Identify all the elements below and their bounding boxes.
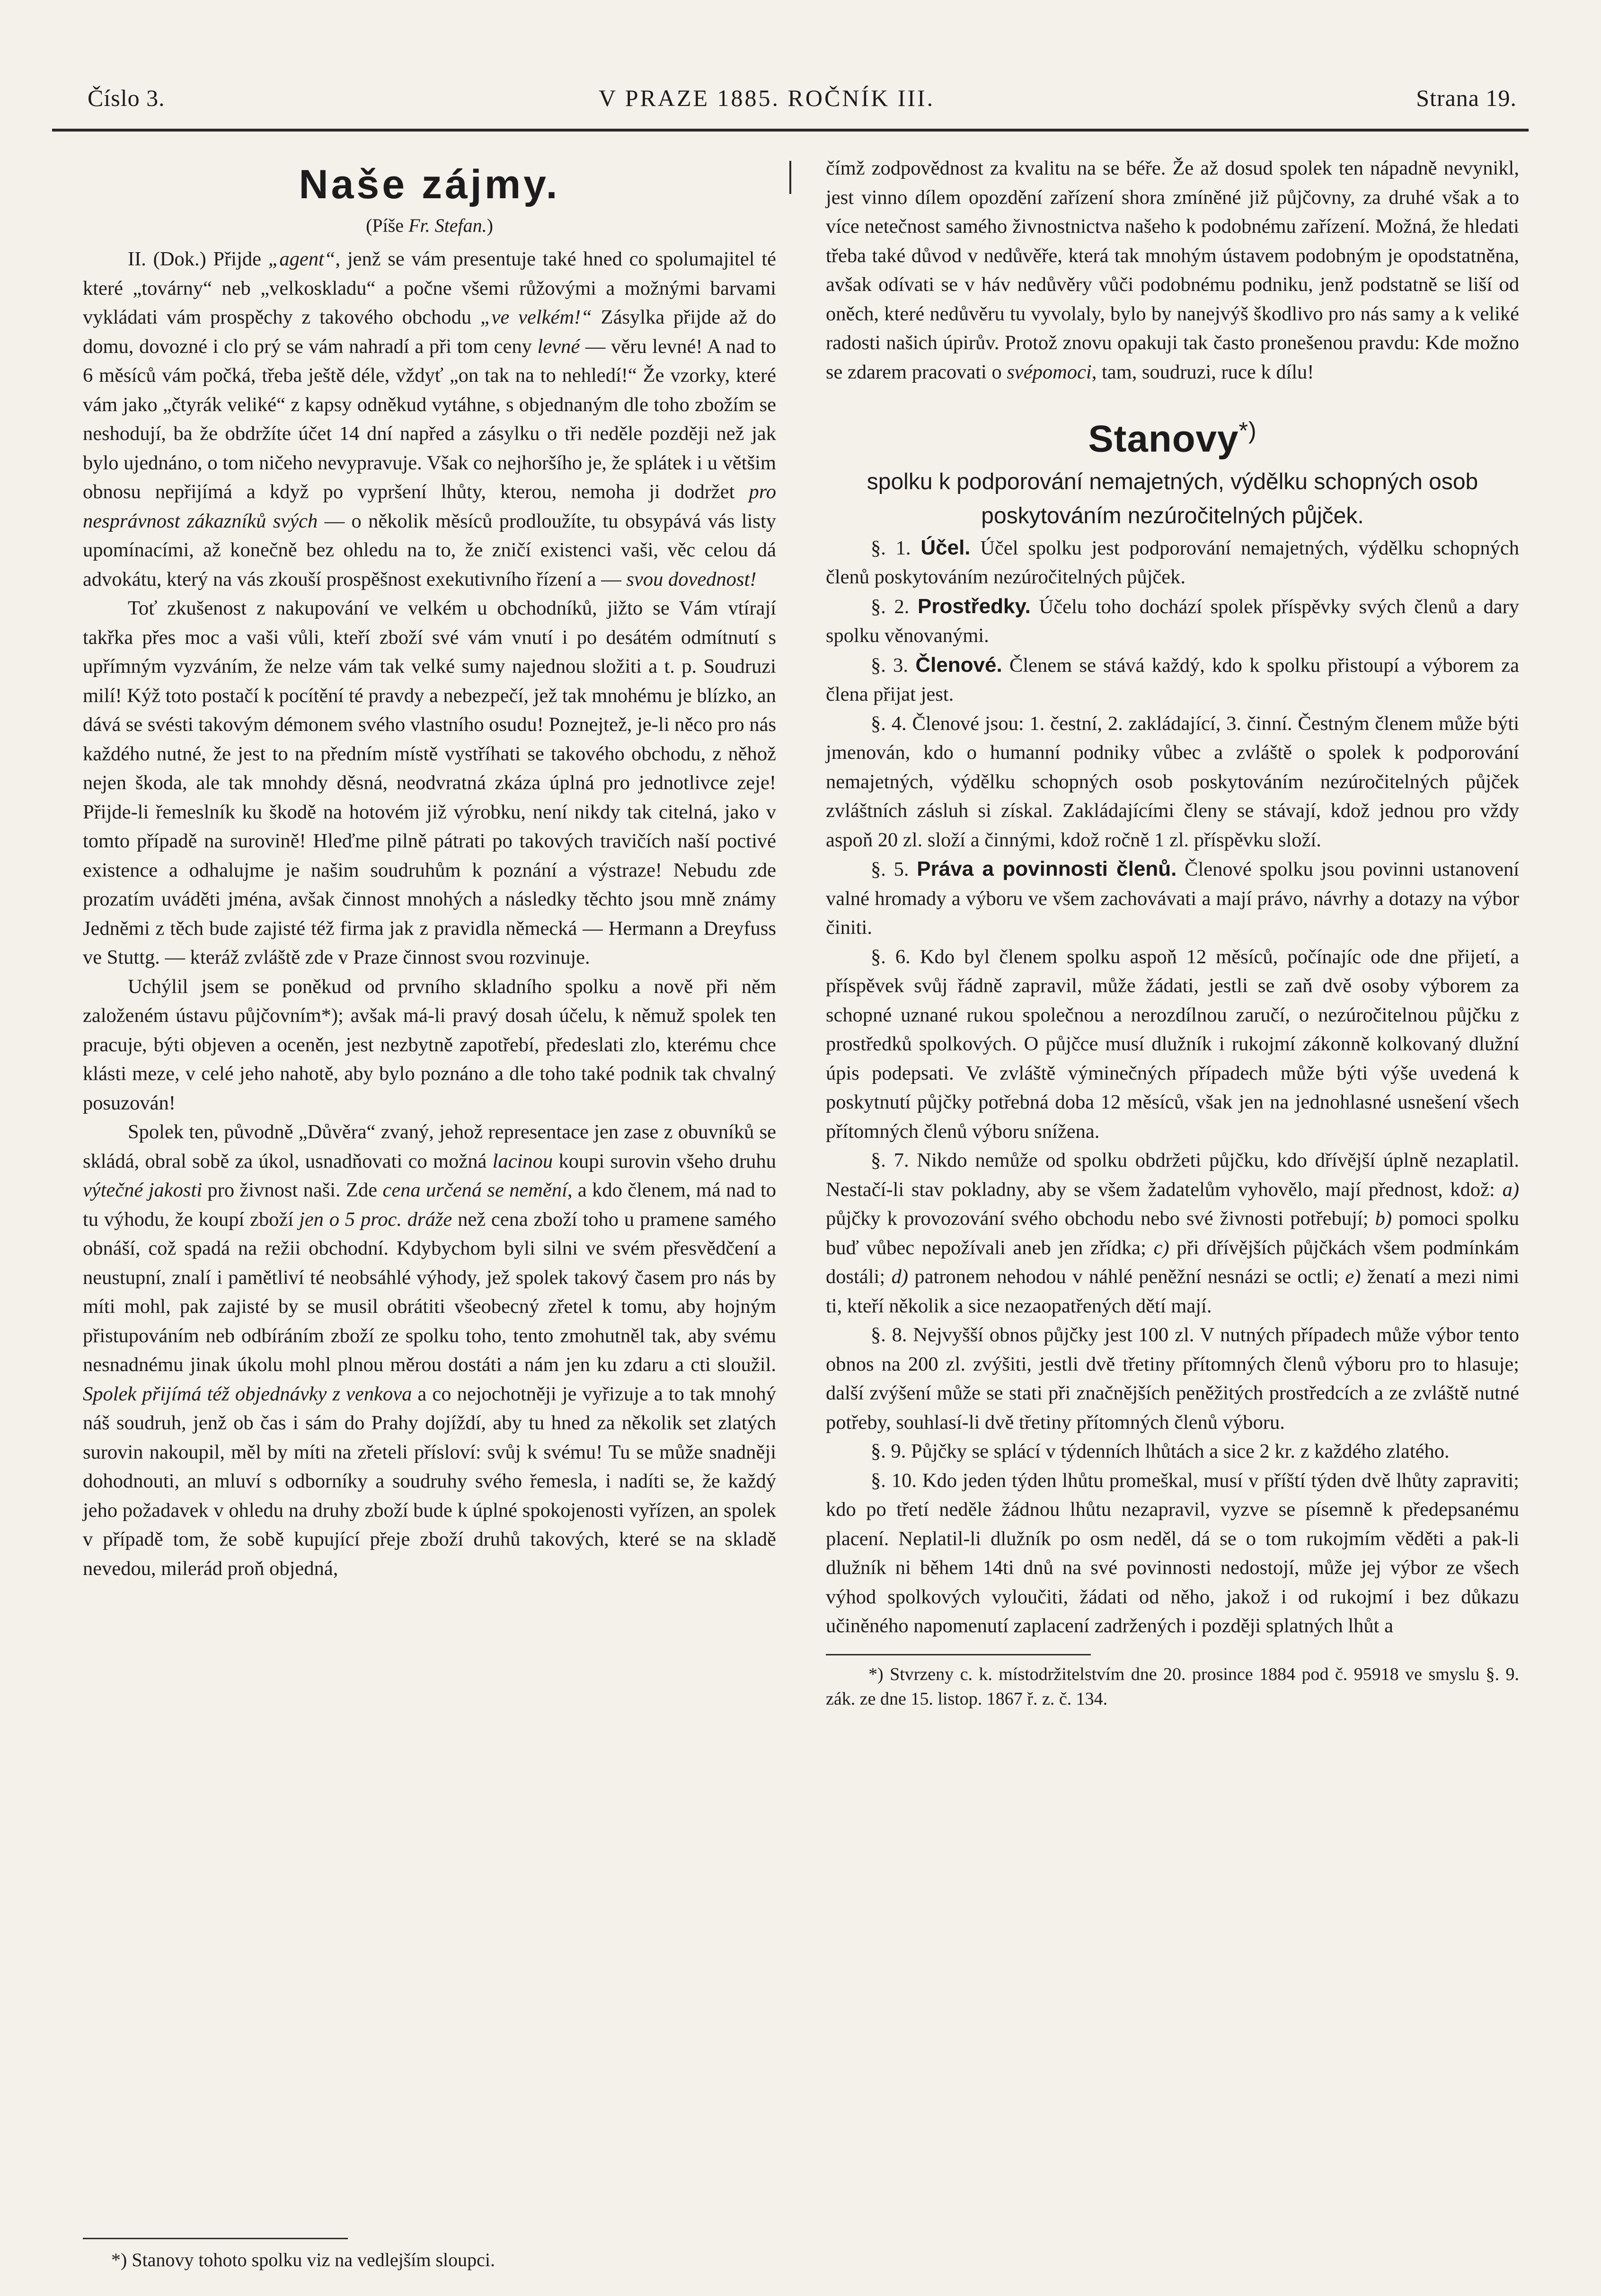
- article-paragraph-3-text-0: Uchýlil jsem se poněkud od prvního skladního spolku a nově při něm založeném ústavu půjčovním*); avšak má-li pravý dosah účelu, k němuž spolek ten pracuje, býti objeven a oceněn, jest nezbytně zapotřebí, předeslati zlo, kterému chce klásti meze, v celé jeho nahotě, aby bylo poznáno a dle toho také podnik tak chvalný posuzován!: [83, 975, 776, 1114]
- article-paragraph-4-italic-9: Spolek přijímá též objednávky z venkova: [83, 1382, 412, 1405]
- article-paragraph-1-text-4: Zásylka přijde až do domu, dovozné i clo prý se vám nahradí a při tom ceny: [83, 306, 776, 358]
- section-1-number: §. 1.: [871, 537, 921, 559]
- article-paragraph-2-text-0: Toť zkušenost z nakupování ve velkém u obchodníků, jižto se Vám vtírají takřka přes moc a vaši vůli, kteří zboží své vám vnutí i po desátém odmítnutí s upřímným vyzváním, že nelze vám tak velké sumy najednou složiti a t. p. Soudruzi milí! Kýž toto postačí k pocítění té pravdy a nebezpečí, jež tak mnohému je blízko, an dává se svésti takovým démonem svého vlastního osudu! Poznejtež, je-li něco pro nás každého nutné, že jest to na předním místě vystříhati se takového obchodu, z něhož nejen škoda, ale tak mnohdy děsná, neodvratná zkáza úplná pro jednotlivce zeje! Přijde-li řemeslník ku škodě na hotovém již výrobku, není nikdy tak citelná, jako v tomto případě na surovině! Hleďme pilně pátrati po takových travičích naší poctivé existence a odhalujme je našim soudruhům k poznání a výstraze! Nebudu zde prozatím uváděti jména, avšak činnost mnohých a následky těchto jsou mně známy Jedněmi z těch bude zajisté též firma jak z pravidla německá — Hermann a Dreyfuss ve Stuttg. — kteráž zvláště zde v Praze činnost svou rozvinuje.: [83, 597, 776, 968]
- article-paragraph-4-text-8: než cena zboží toho u pramene samého obnáší, což spadá na režii obchodní. Kdybychom byli silni ve svém přesvědčení a neustupní, znalí i pamětliví té neobsáhlé výhody, jež spolek takový časem pro nás by míti mohl, pak zajisté by se musil obrátiti všeobecný zřetel k tomu, aby hojným přistupováním neb odbíráním zboží ze spolku toho, tento zmohutněl tak, aby svému nesnadnému jinak úkolu mohl plnou měrou dostáti a nám jen ku zdaru a cti sloužil.: [83, 1208, 776, 1376]
- article-paragraph-2: [83, 594, 776, 972]
- right-column: [826, 154, 1519, 1711]
- section-3-text: Členem se stává každý, kdo k spolku přistoupí a výborem za člena přijat jest.: [826, 654, 1519, 706]
- section-3-number: §. 3.: [871, 654, 916, 677]
- article-paragraph-1-italic-7: pro nesprávnost zákazníků svých: [83, 481, 776, 532]
- continuation-italic: svépomoci: [1007, 361, 1092, 383]
- place-year-volume: V PRAZE 1885. ROČNÍK III.: [599, 85, 935, 111]
- section-7-text-f: ženatí a mezi nimi ti, kteří několik a sice nezaopatřených dětí mají.: [826, 1266, 1519, 1317]
- article-paragraph-4-italic-5: cena určená se nemění: [382, 1179, 567, 1201]
- article-paragraph-1-italic-5: levné: [537, 335, 580, 358]
- article-paragraph-1-text-6: — věru levné! A nad to 6 měsíců vám počká, třeba ještě déle, vždyť „on tak na to nehledí!“ Že vzorky, které vám jako „čtyrák veliké“ z kapsy odněkud vytáhne, s objednaným dle toho zbožím se neshodují, ba že obdržíte účet 14 dní napřed a zásylku o tři neděle později než jak bylo ujednáno, o tom ničeho nevypravuje. Však co nejhoršího je, že splátek i u většim obnosu nepřijímá a když po vypršení lhůty, kterou, nemoha ji dodržet: [83, 335, 776, 503]
- statutes-title: [826, 405, 1519, 465]
- section-2-number: §. 2.: [871, 595, 918, 618]
- left-footnote-text: *) Stanovy tohoto spolku viz na vedlejším sloupci.: [111, 2249, 495, 2270]
- right-footnote-text: *) Stvrzeny c. k. místodržitelstvím dne 20. prosince 1884 pod č. 95918 ve smyslu §. 9. zák. ze dne 15. listop. 1867 ř. z. č. 134.: [826, 1664, 1519, 1709]
- section-7-item-b: b): [1375, 1207, 1392, 1230]
- statutes-title-text: Stanovy: [1088, 417, 1239, 460]
- footnote-rule: [826, 1654, 1091, 1655]
- statutes-footnote-mark: *): [1238, 417, 1257, 444]
- article-paragraph-1-italic-1: „agent“: [268, 248, 336, 270]
- byline-author: Fr. Stefan.: [408, 215, 487, 236]
- section-10: §. 10. Kdo jeden týden lhůtu promeškal, musí v příští týden dvě lhůty zapraviti; kdo po třetí neděle žádnou lhůtu nezapravil, vyzve se písemně k předepsanému placení. Neplatil-li dlužník po osm neděl, dá se o tom rukojmím věděti a pak-li dlužník ni během 14ti dnů na své povinnosti nedostojí, může jej výbor ze všech výhod spolkových vyloučiti, žádati od něho, jakož i od rukojmí i bez důkazu učiněného napomenutí zaplacení zadržených i později splatných lhůt a: [826, 1469, 1519, 1637]
- article-title: Naše zájmy.: [299, 162, 560, 207]
- article-paragraph-4-italic-7: jen o 5 proc. dráže: [299, 1208, 452, 1231]
- section-5-number: §. 5.: [871, 858, 917, 881]
- section-5: [826, 854, 1519, 942]
- article-paragraph-1-text-8: — o několik měsíců prodloužíte, tu obsypává vás listy upomínacími, až konečně bez ohledu na to, že zničí existenci vaši, věc celou dá advokátu, který na vás zkouší prospěšnost exekutivního řízení a —: [83, 510, 776, 590]
- section-9: §. 9. Půjčky se splácí v týdenních lhůtách a sice 2 kr. z každého zlatého.: [871, 1440, 1450, 1463]
- footnote-rule: [83, 2238, 348, 2239]
- section-1-text: Účel spolku jest podporování nemajetných, výdělku schopných členů poskytováním nezúročitelných půjček.: [826, 537, 1520, 589]
- section-7-item-e: e): [1345, 1266, 1361, 1288]
- page-number: Strana 19.: [1416, 85, 1517, 111]
- section-7-item-d: d): [891, 1266, 908, 1288]
- continuation-end: , tam, soudruzi, ruce k dílu!: [1091, 361, 1314, 383]
- article-paragraph-4-text-2: koupi surovin všeho druhu: [553, 1150, 776, 1172]
- continuation-text: čímž zodpovědnost za kvalitu na se béře. Že až dosud spolek ten nápadně nevynikl, jest vinno dílem opozdění zařízení shora zmíněné již půjčovny, za druhé však a to více netečnost samého živnostnictva našeho k podobnému zařízení. Možná, že hledati třeba také důvod v nedůvěře, která tak mnohým ústavem podobným je opodstatněna, avšak odívati se v háv nedůvěry vůči podobnému podniku, jenž podstatně se liší od oněch, které nedůvěru tu vyvolaly, bylo by nanejvýš škodlivo pro nás samy a k veliké radosti našich úpirův. Protož znovu opakuji tak často pronešenou pravdu: Kde možno se zdarem pracovati o: [826, 157, 1519, 383]
- section-3: [826, 651, 1519, 709]
- section-5-heading: Práva a povinnosti členů.: [917, 857, 1177, 881]
- header-rule: [52, 129, 1529, 132]
- section-4: §. 4. Členové jsou: 1. čestní, 2. zakládající, 3. činní. Čestným členem může býti jmenován, kdo o humanní podniky vůbec a zvláště o spolek k podporování nemajetných, výdělku schopných osob poskytováním nezúročitelných půjček zvláštních zásluh si získal. Zakládajícími členy se stávají, kdož jednou pro vždy aspoň 20 zl. složí a činnými, kdož ročně 1 zl. příspěvku složí.: [826, 712, 1519, 851]
- article-paragraph-4-text-0: Spolek ten, původně „Důvěra“ zvaný, jehož representace jen zase z obuvníků se skládá, obral sobě za úkol, usnadňovati co možná: [83, 1121, 776, 1172]
- section-7-item-c: c): [1153, 1236, 1169, 1259]
- column-rule: [789, 161, 791, 194]
- right-footnote: [826, 1654, 1519, 1711]
- statutes-subtitle-1: spolku k podporování nemajetných, výdělku schopných osob: [867, 469, 1478, 494]
- article-paragraph-1-text-0: II. (Dok.) Přijde: [128, 248, 268, 270]
- article-paragraph-4-italic-3: výtečné jakosti: [83, 1179, 203, 1201]
- section-7-text-a: §. 7. Nikdo nemůže od spolku obdržeti půjčku, kdo dřívější úplně nezaplatil. Nestačí-li stav pokladny, aby se všem žadatelům vyhovělo, mají přednost, kdož:: [826, 1149, 1519, 1201]
- section-7-text-e: patronem nehodou v náhlé peněžní nesnázi se octli;: [908, 1266, 1345, 1288]
- article-paragraph-1-text-2: , jenž se vám presentuje také hned co spolumajitel té které „továrny“ neb „velkoskladu“ a počne všemi růžovými a možnými barvami vykládati vám prospěchy z takového obchodu: [83, 248, 776, 328]
- article-paragraph-4-italic-1: lacinou: [492, 1150, 553, 1172]
- running-header: [88, 84, 1517, 122]
- section-7-text-c: pomoci spolku buď vůbec nepožívali aneb jen zřídka;: [826, 1207, 1520, 1259]
- section-1-heading: Účel.: [920, 536, 971, 559]
- issue-number: Číslo 3.: [88, 85, 165, 111]
- section-7-text-b: půjčky k provozování svého obchodu nebo své živnosti potřebují;: [826, 1207, 1375, 1230]
- section-8: §. 8. Nejvyšší obnos půjčky jest 100 zl. V nutných případech může výbor tento obnos na 200 zl. zvýšiti, jestli dvě třetiny přítomných členů výboru pro to hlasuje; další zvýšení může se stati při značnějších peněžitých prostředcích a ze zvláště nutné potřeby, souhlasí-li dvě třetiny přítomných členů výboru.: [826, 1324, 1519, 1434]
- article-paragraph-1-italic-9: svou dovednost!: [626, 568, 757, 590]
- byline-prefix: (Píše: [366, 215, 409, 236]
- article-paragraph-4-text-4: pro živnost naši. Zde: [202, 1179, 383, 1201]
- section-5-text: Členové spolku jsou povinni ustanovení valné hromady a výboru ve všem zachovávati a mají právo, návrhy a dotazy na výbor činiti.: [826, 858, 1519, 939]
- section-6: §. 6. Kdo byl členem spolku aspoň 12 měsíců, počínajíc ode dne přijetí, a příspěvek svůj řádně zapravil, může žádati, jestli se zaň dvě osoby výborem za schopné uznané rukou společnou a nerozdílnou zaručí, o nezúročitelnou půjčku z prostředků spolkových. O půjčce musí dlužník i rukojmí zákonně kolkovaný dlužní úpis podepsati. Ve zvláště výminečných případech může býti výše uvedená k poskytnutí půjčky potřebná doba 12 měsíců, však jen na jednohlasné usnešení všech přítomných členů výboru snížena.: [826, 945, 1519, 1143]
- section-3-heading: Členové.: [915, 653, 1002, 677]
- section-2-text: Účelu toho dochází spolek příspěvky svých členů a dary spolku věnovanými.: [826, 595, 1520, 647]
- section-1: [826, 533, 1519, 592]
- left-column: [83, 154, 776, 1583]
- article-continuation: [826, 154, 1519, 387]
- section-7: [826, 1146, 1519, 1320]
- article-paragraph-4: [83, 1117, 776, 1583]
- byline-suffix: ): [486, 215, 493, 236]
- section-7-text-d: při dřívějších půjčkách všem podmínkám dostáli;: [826, 1236, 1519, 1288]
- section-2: [826, 592, 1519, 651]
- article-paragraph-1: [83, 245, 776, 594]
- section-7-item-a: a): [1502, 1178, 1519, 1201]
- article-paragraph-4-text-6: , a kdo členem, má nad to tu výhodu, že koupí zboží: [83, 1179, 776, 1231]
- statutes-subtitle-2: poskytováním nezúročitelných půjček.: [981, 503, 1364, 528]
- article-byline: [83, 211, 776, 241]
- article-paragraph-1-italic-3: „ve velkém!“: [480, 306, 592, 328]
- left-footnote: [83, 2238, 776, 2273]
- section-2-heading: Prostředky.: [918, 594, 1031, 618]
- article-paragraph-3: [83, 972, 776, 1118]
- article-paragraph-4-text-10: a co nejochotněji je vyřizuje a to tak mnohý náš soudruh, jenž ob čas i sám do Prahy dojíždí, aby tu hned za několik set zlatých surovin nakoupil, měl by míti na zřeteli přísloví: svůj k svému! Tu se může snadněji dohodnouti, an mluví s odborníky a soudruhy svého řemesla, i nadíti se, že každý jeho požadavek v ohledu na druhy zboží bude k úplné spokojenosti vyřízen, an spolek v případě tom, že sobě kupující přeje zboží druhů takových, které se na skladě nevedou, milerád proň objedná,: [83, 1382, 776, 1580]
